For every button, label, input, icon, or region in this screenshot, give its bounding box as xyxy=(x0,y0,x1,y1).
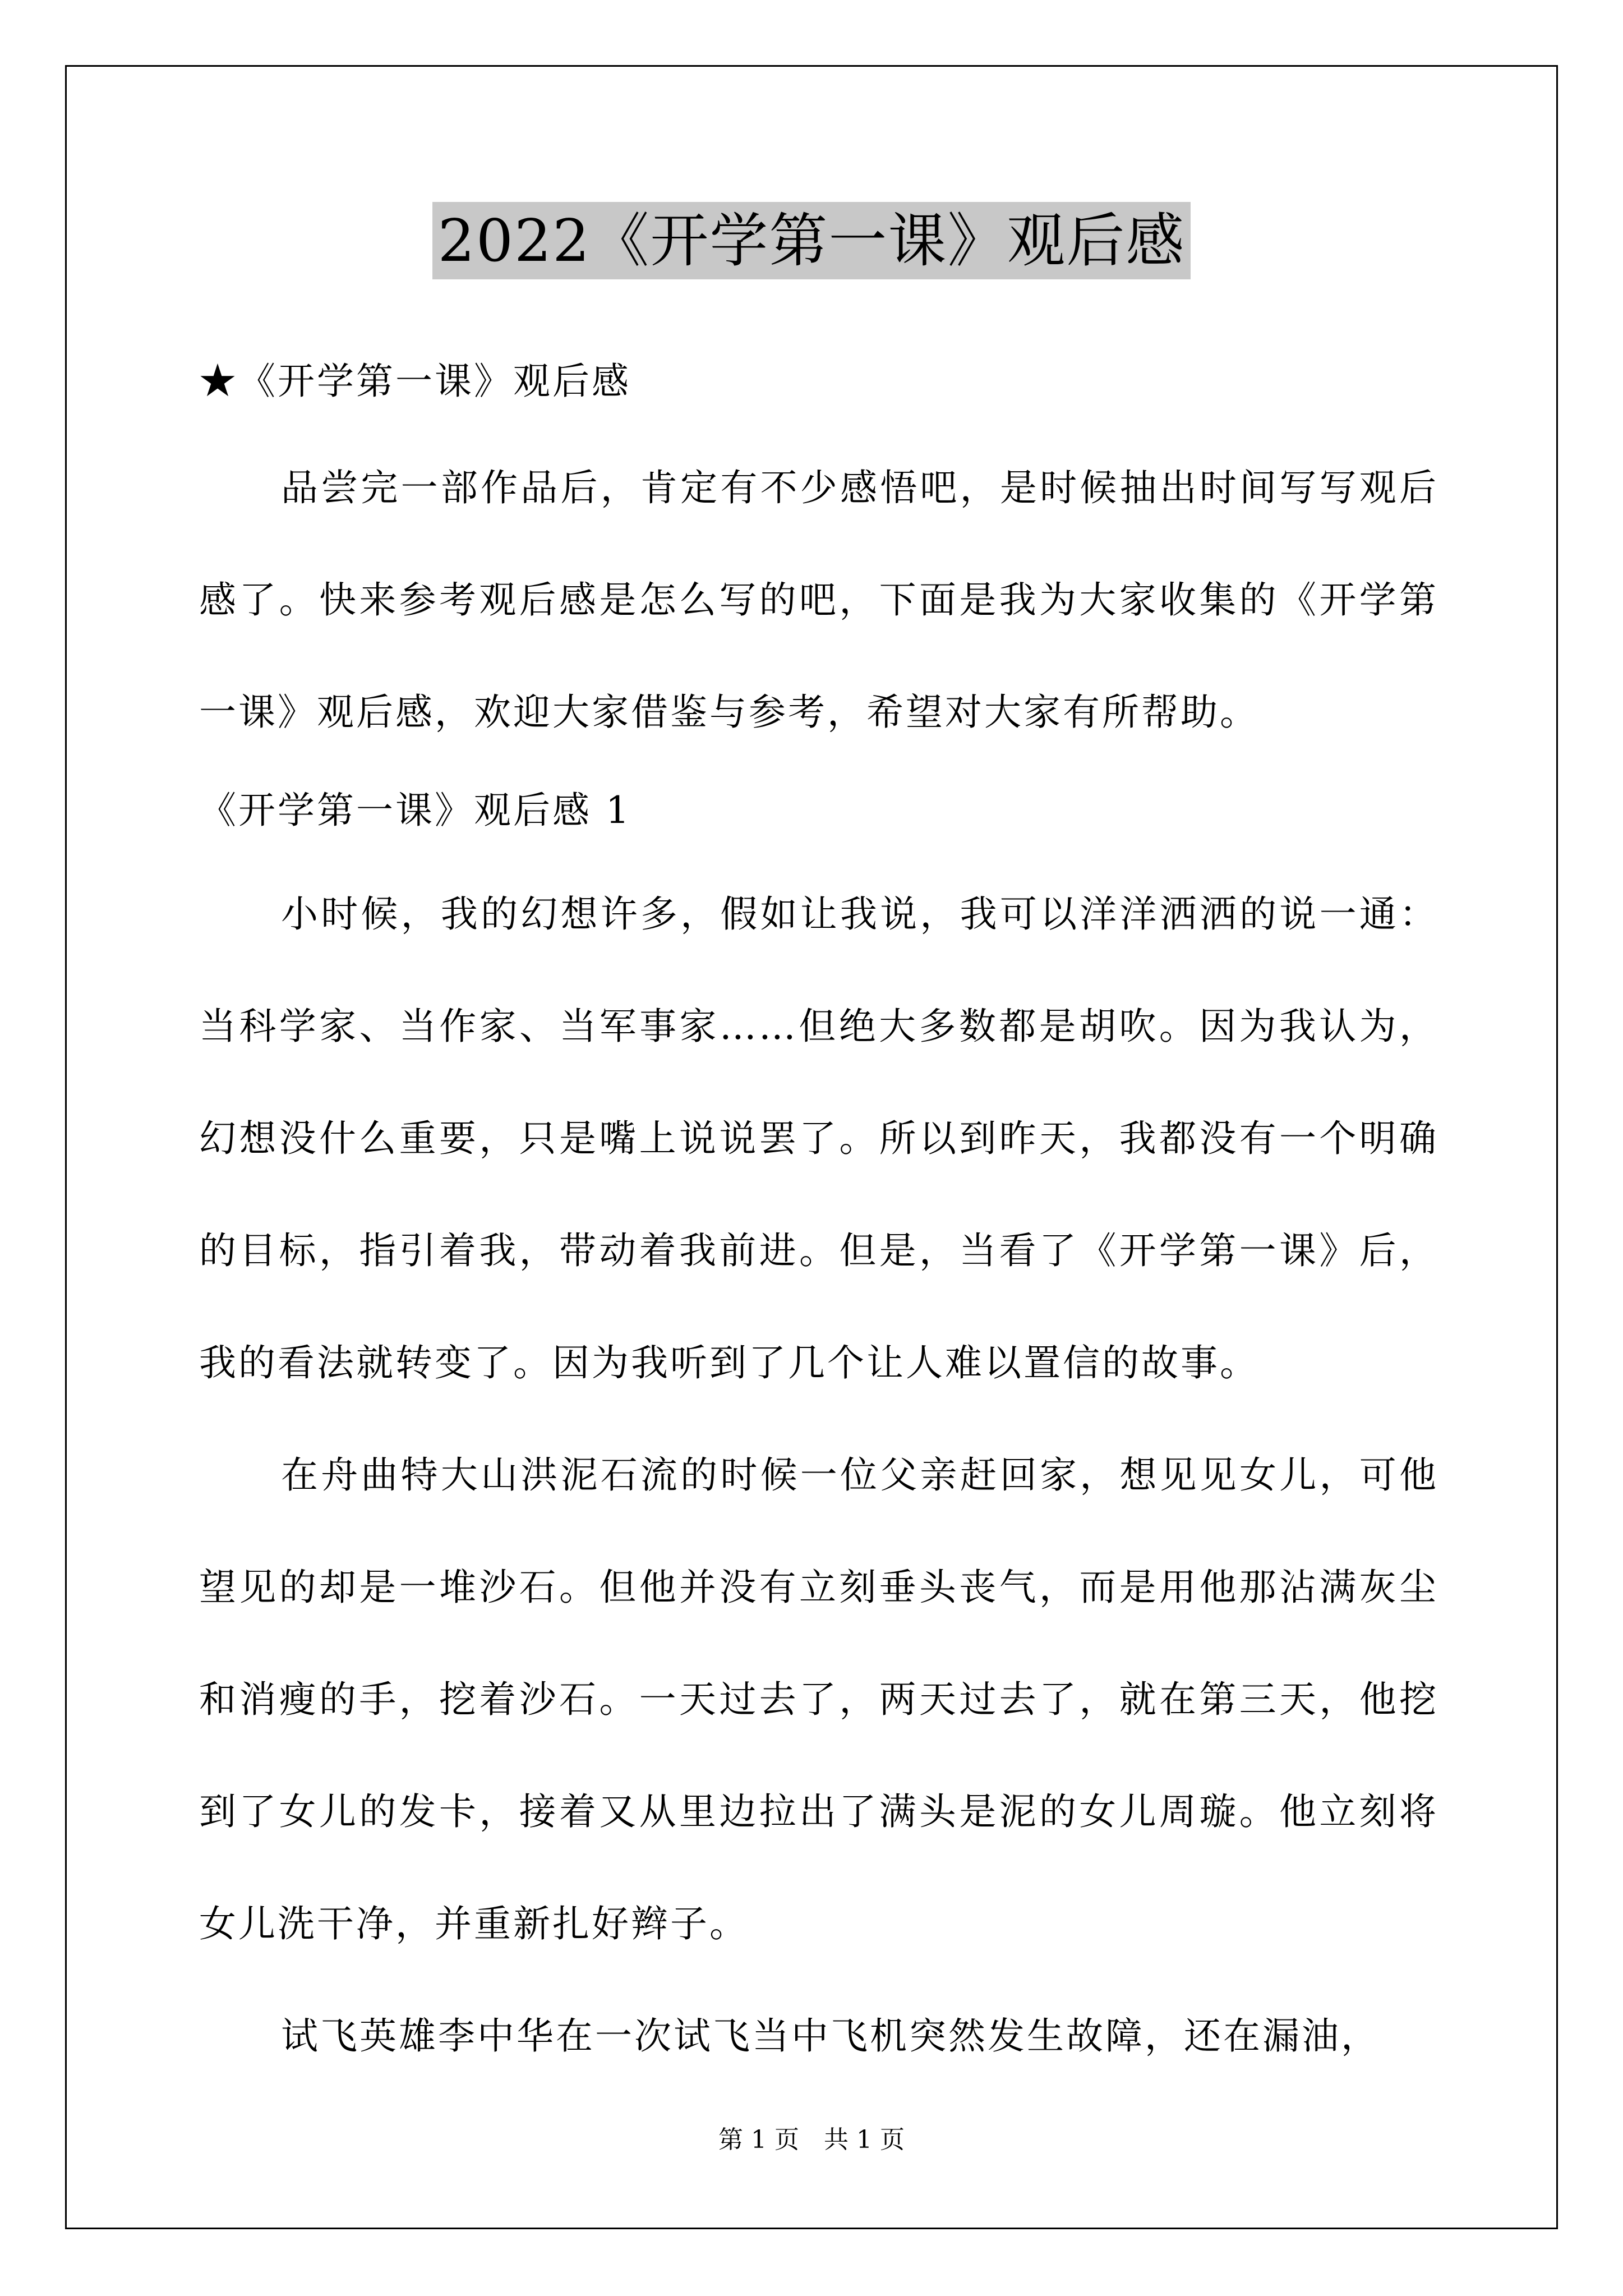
intro-paragraph: 品尝完一部作品后，肯定有不少感悟吧，是时候抽出时间写写观后感了。快来参考观后感是怎么写的吧，下面是我为大家收集的《开学第一课》观后感，欢迎大家借鉴与参考，希望对大家有所帮助。 xyxy=(199,466,1438,734)
body-paragraph-1: 小时候，我的幻想许多，假如让我说，我可以洋洋洒洒的说一通：当科学家、当作家、当军事家……但绝大多数都是胡吹。因为我认为，幻想没什么重要，只是嘴上说说罢了。所以到昨天，我都没有一个明确的目标，指引着我，带动着我前进。但是，当看了《开学第一课》后，我的看法就转变了。因为我听到了几个让人难以置信的故事。 xyxy=(199,892,1438,1384)
document-title: 2022《开学第一课》观后感 xyxy=(432,202,1191,279)
title-container xyxy=(0,202,1623,279)
body-paragraph-3: 试飞英雄李中华在一次试飞当中飞机突然发生故障，还在漏油， xyxy=(281,2014,1380,2058)
page-footer: 第 1 页 共 1 页 xyxy=(718,2125,905,2154)
section-heading: ★《开学第一课》观后感 xyxy=(199,360,631,403)
essay-heading: 《开学第一课》观后感 1 xyxy=(199,789,631,832)
body-paragraph-2: 在舟曲特大山洪泥石流的时候一位父亲赶回家，想见见女儿，可他望见的却是一堆沙石。但他并没有立刻垂头丧气，而是用他那沾满灰尘和消瘦的手，挖着沙石。一天过去了，两天过去了，就在第三天，他挖到了女儿的发卡，接着又从里边拉出了满头是泥的女儿周璇。他立刻将女儿洗干净，并重新扎好辫子。 xyxy=(199,1453,1438,1945)
